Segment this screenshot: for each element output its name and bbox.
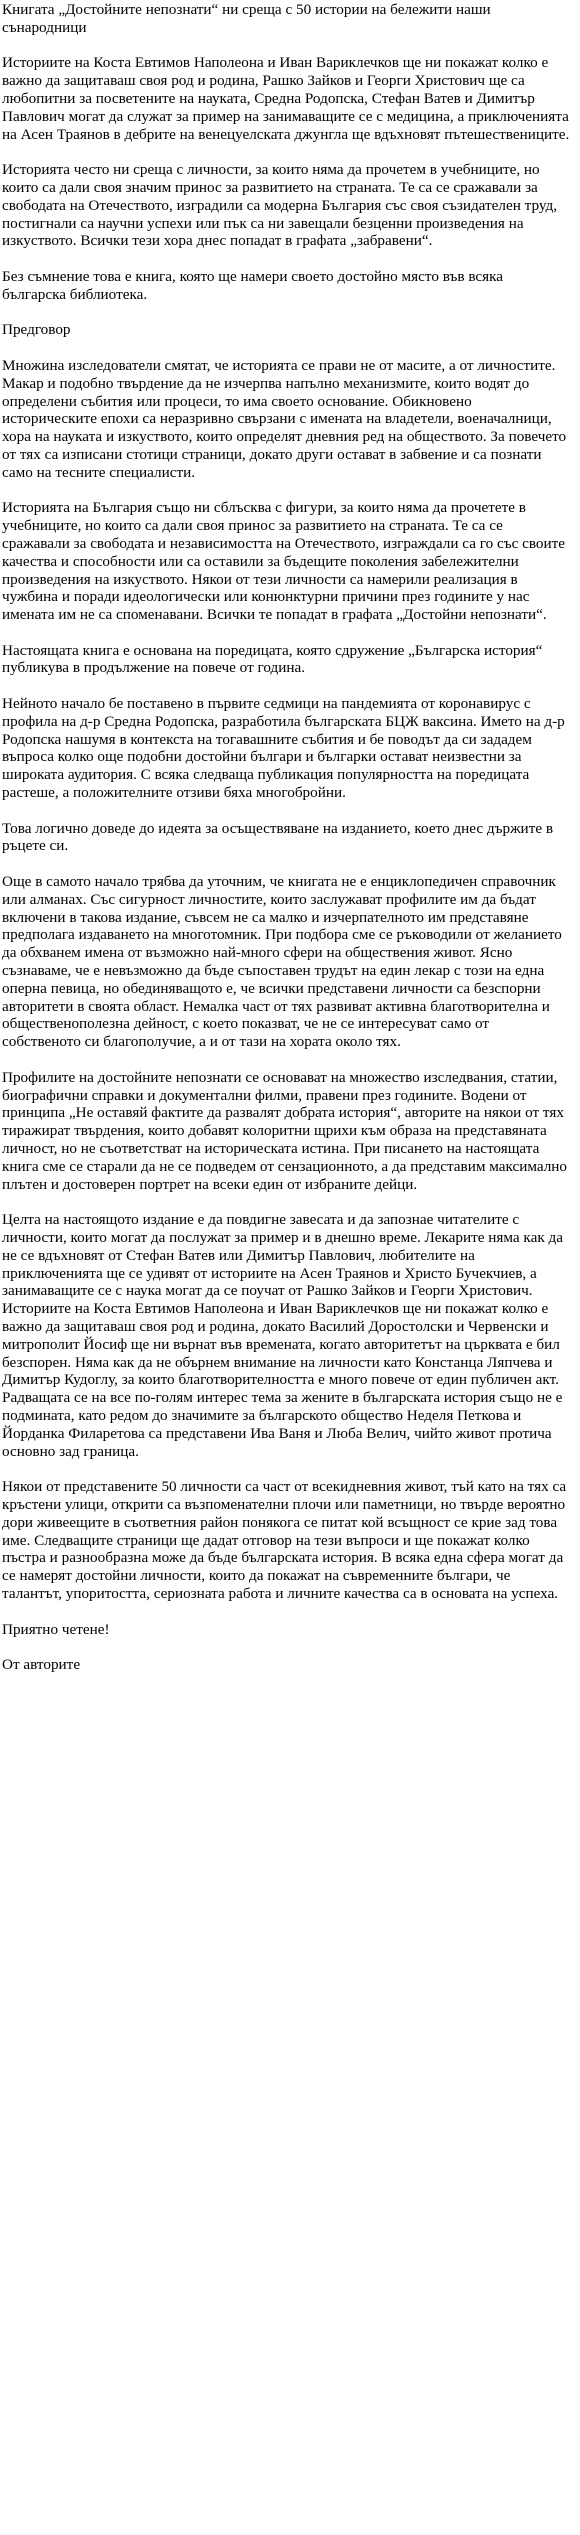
- paragraph-beginning: Нейното начало бе поставено в първите седмици на пандемията от коронавирус с профила на д-р Средна Родопска, разработила българската БЦЖ ваксина. Името на д-р Родопска нашумя в контекста на тогавашните събития и бе поводът да си зададем въпроса колко още подобни достойни българи и българки остават неизвестни за широката аудитория. С всяка следваща публикация популярността на поредицата растеше, а положителните отзиви бяха многобройни.: [2, 695, 565, 802]
- paragraph-bulgaria-history: Историята на България също ни сблъсква с фигури, за които няма да прочетете в учебниците, но които са дали своя принос за развитието на страната. Те са се сражавали за свободата и независимостта на Отечеството, изграждали са го със своите качества и способности или са оставили за бъдещите поколения забележителни произведения на изкуството. Някои от тези личности са намерили реализация в чужбина и поради идеологически или конюнктурни причини през годините у нас имената им не са споменавани. Всички те попадат в графата „Достойни непознати“.: [2, 499, 566, 624]
- paragraph-idea: Това логично доведе до идеята за осъществяване на изданието, което днес държите в ръцете си.: [2, 819, 554, 855]
- paragraph-sources: Профилите на достойните непознати се основават на множество изследвания, статии, биографични справки и документални филми, правени през годините. Водени от принципа „Не оставяй фактите да развалят добрата история“, авторите на някои от тях тиражират твърдения, които добавят колоритни щрихи към образа на представяната личност, но не съответстват на историческата истина. При писането на настоящата книга сме се старали да не се подведем от сензационното, а да представим максимално плътен и достоверен портрет на всеки един от избраните дейци.: [2, 1068, 568, 1193]
- paragraph-series: Настоящата книга е основана на поредицата, която сдружение „Българска история“ публикува в продължение на повече от година.: [2, 641, 543, 677]
- section-heading-preface: Предговор: [2, 321, 71, 339]
- document-title: Книгата „Достойните непознати“ ни среща с 50 истории на бележити наши сънародници: [2, 1, 491, 36]
- paragraph-signature: От авторите: [2, 1656, 81, 1674]
- paragraph-enjoy-reading: Приятно четене!: [2, 1620, 110, 1638]
- paragraph-goal: Целта на настоящото издание е да повдигне завесата и да запознае читателите с личности, които могат да послужат за пример и в днешно време. Лекарите няма как да не се вдъхновят от Стефан Ватев или Димитър Павлович, любителите на приключенията ще се удивят от историите на Асен Траянов и Христо Бучекчиев, а занимаващите се с наука могат да се поучат от Рашко Зайков и Георги Христович. Историите на Коста Евтимов Наполеона и Иван Вариклечков ще ни покажат колко е важно да защитаваш своя род и родина, докато Василий Доростолски и Червенски и митрополит Йосиф ще ни върнат във времената, когато авторитетът на църквата е бил безспорен. Няма как да не обърнем внимание на личности като Констанца Ляпчева и Димитър Кудоглу, за които благотворителността е много повече от един публичен акт. Радващата се на все по-голям интерес тема за жените в българската история също не е подмината, като редом до значимите за българското общество Неделя Петкова и Йорданка Филаретова са представени Ива Ваня и Люба Велич, чийто живот протича основно зад граница.: [2, 1211, 563, 1460]
- paragraph-not-encyclopedia: Още в самото начало трябва да уточним, че книгата не е енциклопедичен справочник или алманах. Със сигурност личностите, които заслужават профилите им да бъдат включени в такова издание, съвсем не са малко и изчерпателното им представяне предполага издаването на многотомник. При подбора сме се ръководили от желанието да обхванем имена от възможно най-много сфери на обществения живот. Ясно съзнаваме, че е невъзможно да бъде съпоставен трудът на един лекар с този на една оперна певица, но обединяващото е, че всички представени личности са безспорни авторитети в своята област. Немалка част от тях развиват активна благотворителна и общественополезна дейност, с което показват, че не се интересуват само от собственото си благополучие, а и от тази на хората около тях.: [2, 873, 562, 1051]
- paragraph-researchers: Множина изследователи смятат, че историята се прави не от масите, а от личностите. Макар и подобно твърдение да не изчерпва напълно механизмите, които водят до определени събития или процеси, то има своето основание. Обикновено историческите епохи са неразривно свързани с имената на владетели, военачалници, хора на науката и изкуството, които определят дневния ред на обществото. За повечето от тях са изписани стотици страници, докато други остават в забвение и са познати само на тесните специалисти.: [2, 356, 567, 481]
- paragraph-intro-stories: Историите на Коста Евтимов Наполеона и Иван Вариклечков ще ни покажат колко е важно да защитаваш своя род и родина, Рашко Зайков и Георги Христович ще са любопитни за посветените на науката, Средна Родопска, Стефан Ватев и Димитър Павлович могат да служат за пример на занимаващите се с медицина, а приключенията на Асен Траянов в дебрите на венецуелската джунгла ще вдъхновят пътешествениците.: [2, 54, 570, 143]
- document: [2, 1, 570, 1692]
- paragraph-forgotten: Историята често ни среща с личности, за които няма да прочетем в учебниците, но които са дали своя значим принос за развитието на страната. Те са се сражавали за свободата на Отечеството, изградили са модерна България със своя съзидателен труд, постигнали са научни успехи или пък са ни завещали безценни произведения на изкуството. Всички тези хора днес попадат в графата „забравени“.: [2, 161, 558, 250]
- paragraph-fifty-personalities: Някои от представените 50 личности са част от всекидневния живот, тъй като на тях са кръстени улици, открити са възпоменателни плочи или паметници, но твърде вероятно дори живеещите в съответния район понякога се питат кой всъщност се крие зад това име. Следващите страници ще дадат отговор на тези въпроси и ще покажат колко пъстра и разнообразна може да бъде българската история. В всяка една сфера могат да се намерят достойни личности, които да покажат на съвременните българи, че талантът, упоритостта, сериозната работа и личните качества са в основата на успеха.: [2, 1478, 567, 1602]
- paragraph-library: Без съмнение това е книга, която ще намери своето достойно място във всяка българска библиотека.: [2, 267, 504, 303]
